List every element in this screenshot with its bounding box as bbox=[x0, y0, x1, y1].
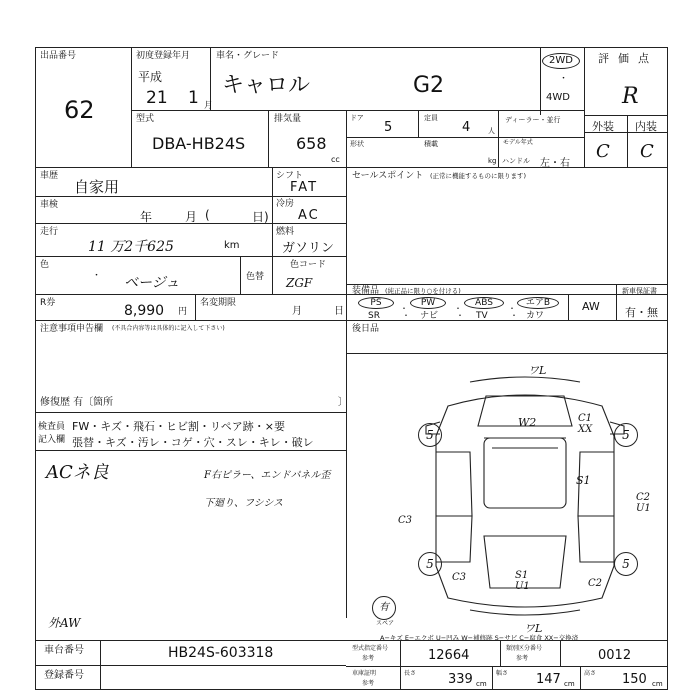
divider bbox=[272, 167, 273, 294]
divider bbox=[346, 353, 668, 354]
door-count: 5 bbox=[384, 120, 393, 135]
equipment-aw: AW bbox=[582, 300, 600, 313]
dot: ・ bbox=[454, 304, 462, 313]
category-number-label: 類別区分番号 bbox=[506, 645, 543, 652]
equipment-ps-circled: PS bbox=[358, 297, 394, 309]
drive-4wd: 4WD bbox=[546, 92, 570, 103]
inspection-day-unit: 日) bbox=[252, 210, 269, 224]
title-deadline-day: 日 bbox=[334, 306, 344, 317]
caution-note: (不具合内容等は具体的に記入して下さい) bbox=[112, 325, 225, 332]
displacement-value: 658 bbox=[296, 134, 327, 153]
model-code: DBA-HB24S bbox=[152, 134, 246, 153]
dot: ・ bbox=[402, 311, 410, 320]
color-dot: ・ bbox=[92, 271, 102, 281]
divider bbox=[568, 294, 569, 320]
score-label: 評価点 bbox=[598, 52, 658, 65]
title-deadline-label: 名変期限 bbox=[200, 298, 237, 308]
equipment-navi: ナビ bbox=[420, 311, 439, 321]
repair-label: 修復歴 有〔箇所 bbox=[40, 397, 114, 408]
tire-front-right: 5 bbox=[614, 423, 638, 447]
divider bbox=[492, 666, 493, 690]
equipment-sr: SR bbox=[368, 311, 380, 321]
color-change-label: 色替 bbox=[246, 272, 265, 282]
height-label: 高さ bbox=[584, 670, 597, 677]
equipment-tv: TV bbox=[476, 311, 488, 321]
note-aw: 外AW bbox=[48, 616, 81, 630]
handle-value: 左・右 bbox=[540, 158, 570, 169]
dot: ・ bbox=[400, 304, 408, 313]
equipment-pw-circled: PW bbox=[410, 297, 446, 309]
divider bbox=[35, 320, 346, 321]
note-underbody: 下廻り、フシシス bbox=[204, 498, 284, 509]
note-ac: ACネ良 bbox=[46, 462, 109, 483]
mileage-value: 11 万2千625 bbox=[88, 239, 174, 255]
damage-legend: A−キズ E−エクボ U−凹み W−補修跡 S−サビ C−腐食 XX−交換済 bbox=[380, 634, 579, 642]
height-value: 150 bbox=[622, 672, 647, 687]
lot-number: 62 bbox=[64, 96, 95, 124]
tire-rear-right: 5 bbox=[614, 552, 638, 576]
registration-year: 21 bbox=[146, 88, 168, 108]
inspector-legend-exterior: FW・キズ・飛石・ヒビ割・リペア跡・×要 bbox=[72, 420, 285, 433]
divider bbox=[35, 665, 346, 666]
mark-c2-front: C2 bbox=[588, 578, 603, 589]
model-year-label: モデル年式 bbox=[503, 139, 533, 146]
length-unit: cm bbox=[476, 680, 487, 688]
warranty-label: 新車保証書 bbox=[622, 287, 657, 295]
dot: ・ bbox=[456, 311, 464, 320]
mark-w2: W2 bbox=[518, 416, 537, 429]
divider bbox=[35, 640, 668, 641]
divider bbox=[560, 640, 561, 666]
recycle-label: R券 bbox=[40, 298, 56, 308]
exterior-score: C bbox=[596, 141, 610, 162]
drive-2wd-circled: 2WD bbox=[542, 53, 580, 69]
divider bbox=[580, 666, 581, 690]
car-name: キャロル bbox=[222, 73, 311, 98]
tire-front-left: 5 bbox=[418, 423, 442, 447]
color-label: 色 bbox=[40, 260, 50, 270]
divider bbox=[346, 320, 668, 321]
warranty-value: 有・無 bbox=[625, 306, 658, 319]
inspector-label-2: 記入欄 bbox=[38, 435, 66, 445]
category-number-ref: 参考 bbox=[516, 655, 529, 662]
registration-label: 登録番号 bbox=[44, 670, 84, 681]
divider bbox=[131, 110, 584, 111]
spare-tire-mark: 有 bbox=[372, 596, 396, 620]
divider bbox=[500, 640, 501, 666]
divider bbox=[35, 450, 346, 451]
width-label: 幅さ bbox=[496, 670, 509, 677]
mark-c3-front: C3 bbox=[452, 572, 467, 583]
recycle-value: 8,990 bbox=[124, 303, 165, 319]
width-unit: cm bbox=[564, 680, 575, 688]
score-value: R bbox=[622, 84, 639, 109]
color-code-label: 色コード bbox=[290, 260, 327, 270]
inspection-month-unit: 月 bbox=[185, 210, 198, 224]
interior-label: 内装 bbox=[635, 120, 657, 133]
history-label: 車歴 bbox=[40, 171, 59, 181]
divider bbox=[400, 640, 401, 690]
width-value: 147 bbox=[536, 672, 561, 687]
equipment-leather: カワ bbox=[526, 311, 545, 321]
divider bbox=[346, 284, 668, 285]
cc-unit: cc bbox=[331, 155, 340, 164]
first-registration-label: 初度登録年月 bbox=[136, 51, 191, 61]
load-label: 積載 bbox=[424, 140, 438, 148]
divider bbox=[100, 640, 101, 690]
rear-items-label: 後日品 bbox=[352, 324, 380, 334]
equipment-airbag-circled: エアB bbox=[517, 297, 559, 309]
mark-c1-xx: C1 XX bbox=[578, 413, 593, 435]
lot-label: 出品番号 bbox=[40, 51, 77, 61]
model-number-ref: 参考 bbox=[362, 655, 375, 662]
model-number: 12664 bbox=[428, 648, 470, 663]
fuel-label: 燃料 bbox=[276, 227, 295, 237]
shift-value: FAT bbox=[290, 180, 319, 195]
divider bbox=[240, 256, 241, 294]
sales-point-note: (正常に機能するものに限ります) bbox=[430, 172, 527, 180]
type-label: 型式 bbox=[136, 114, 155, 124]
length-value: 339 bbox=[448, 672, 473, 687]
inspection-paren: ( bbox=[205, 208, 210, 222]
divider bbox=[346, 167, 347, 294]
divider bbox=[35, 167, 668, 168]
divider bbox=[418, 110, 419, 137]
mark-front-wl: ワL bbox=[528, 364, 547, 377]
km-unit: km bbox=[224, 240, 240, 251]
tire-rear-left: 5 bbox=[418, 552, 442, 576]
ac-value: AC bbox=[298, 208, 320, 223]
divider bbox=[540, 47, 541, 115]
shape-label: 形状 bbox=[350, 140, 364, 148]
yen-unit: 円 bbox=[178, 307, 188, 317]
door-label: ドア bbox=[350, 114, 364, 122]
caution-label: 注意事項申告欄 bbox=[40, 324, 104, 334]
divider bbox=[346, 137, 584, 138]
fuel-value: ガソリン bbox=[282, 241, 335, 256]
divider bbox=[616, 284, 617, 320]
divider bbox=[584, 115, 668, 116]
drive-dot: ・ bbox=[559, 74, 569, 84]
model-grade-label: 車名・グレード bbox=[216, 51, 280, 61]
divider bbox=[498, 110, 499, 167]
kg-unit: kg bbox=[488, 157, 497, 165]
shift-label: シフト bbox=[276, 171, 304, 181]
dealer-label: ディーラー・並行 bbox=[505, 116, 561, 124]
person-unit: 人 bbox=[488, 127, 495, 135]
era: 平成 bbox=[138, 70, 163, 84]
divider bbox=[584, 47, 585, 167]
divider bbox=[35, 256, 346, 257]
divider bbox=[35, 412, 346, 413]
inspector-label-1: 検査員 bbox=[38, 422, 66, 432]
inspector-legend-interior: 張替・キズ・汚レ・コゲ・穴・スレ・キレ・破レ bbox=[72, 436, 314, 449]
sales-point-label: セールスポイント bbox=[352, 171, 424, 181]
inspection-year-unit: 年 bbox=[140, 210, 153, 224]
model-number-label: 型式指定番号 bbox=[352, 645, 389, 652]
equipment-note: (純正品に限り○を付ける) bbox=[385, 287, 461, 295]
equipment-abs-circled: ABS bbox=[464, 297, 504, 309]
certificate-ref: 参考 bbox=[362, 680, 375, 687]
mileage-label: 走行 bbox=[40, 227, 59, 237]
length-label: 長さ bbox=[404, 670, 417, 677]
color-value: ベージュ bbox=[124, 275, 180, 291]
note-pillar: F右ピラー、エンドパネル歪 bbox=[204, 470, 331, 481]
inspection-label: 車検 bbox=[40, 200, 59, 210]
capacity-value: 4 bbox=[462, 120, 471, 135]
dot: ・ bbox=[510, 311, 518, 320]
mark-s1-u1: S1 U1 bbox=[515, 570, 530, 592]
equipment-label: 装備品 bbox=[352, 286, 380, 296]
history-value: 自家用 bbox=[74, 178, 120, 196]
divider bbox=[346, 294, 347, 618]
spare-label: スペア bbox=[376, 620, 395, 627]
displacement-label: 排気量 bbox=[274, 114, 302, 124]
divider bbox=[627, 115, 628, 167]
month-unit: 月 bbox=[204, 101, 214, 111]
certificate-label: 車庫証明 bbox=[352, 670, 377, 677]
grade: G2 bbox=[413, 73, 445, 98]
divider bbox=[268, 110, 269, 167]
interior-score: C bbox=[640, 141, 654, 162]
ac-label: 冷房 bbox=[276, 199, 295, 209]
mark-s1-right: S1 bbox=[576, 474, 591, 487]
title-deadline-month: 月 bbox=[292, 306, 302, 317]
mark-c3-left: C3 bbox=[398, 515, 413, 526]
repair-close: 〕 bbox=[338, 397, 348, 408]
chassis-value: HB24S-603318 bbox=[168, 645, 274, 661]
chassis-label: 車台番号 bbox=[44, 645, 84, 656]
divider bbox=[346, 666, 668, 667]
exterior-label: 外装 bbox=[592, 120, 614, 133]
dot: ・ bbox=[508, 304, 516, 313]
mark-c2-u1: C2 U1 bbox=[636, 492, 651, 514]
registration-month: 1 bbox=[188, 88, 199, 108]
mark-rear-wl: ワL bbox=[524, 622, 543, 635]
height-unit: cm bbox=[652, 680, 663, 688]
handle-label: ハンドル bbox=[502, 157, 530, 165]
divider bbox=[346, 110, 347, 167]
divider bbox=[131, 47, 132, 167]
capacity-label: 定員 bbox=[424, 114, 438, 122]
divider bbox=[195, 294, 196, 320]
category-number: 0012 bbox=[598, 648, 632, 663]
color-code-value: ZGF bbox=[286, 276, 313, 290]
